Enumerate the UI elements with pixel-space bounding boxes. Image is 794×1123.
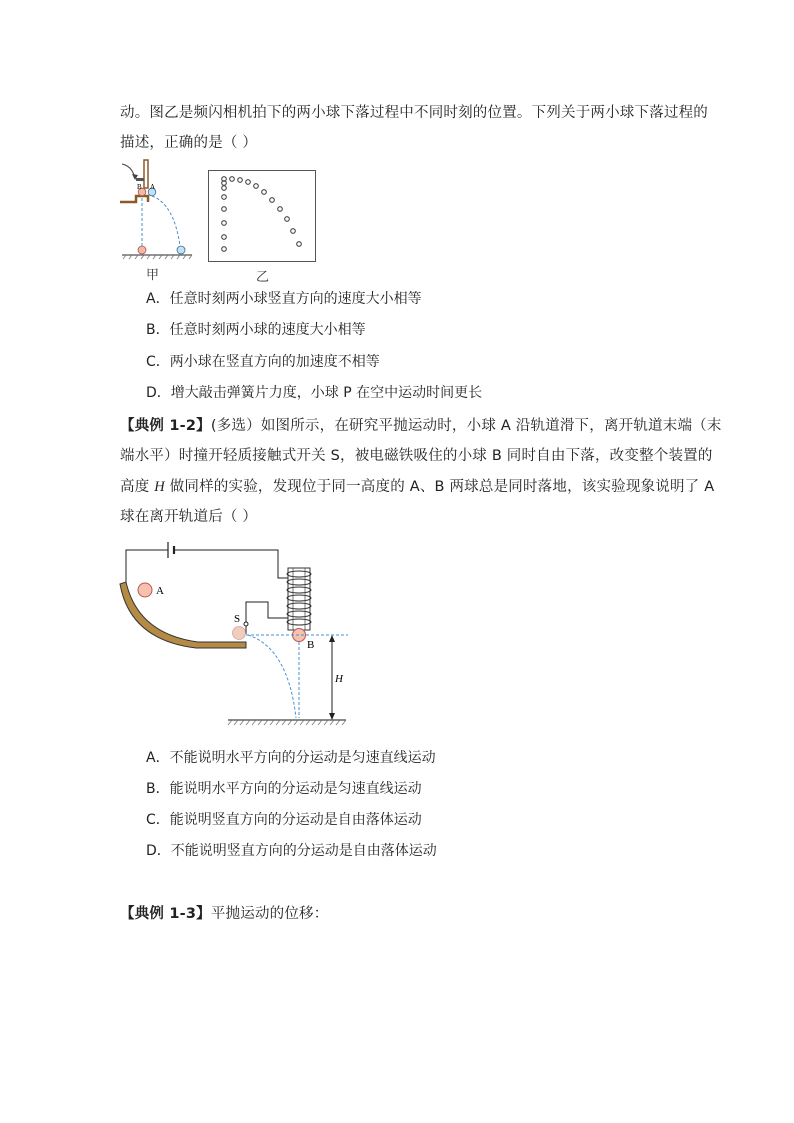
example3-tag: 【典例 1-3】	[120, 906, 211, 922]
example2-line-3	[120, 477, 714, 497]
figure2-label-h: H	[335, 673, 343, 685]
q1-option-b: B．任意时刻两小球的速度大小相等	[146, 322, 366, 338]
figure1-caption-right: 乙	[256, 270, 270, 285]
example2-line-1-rest: (多选）如图所示，在研究平抛运动时，小球 A 沿轨道滑下，离开轨道末端（末	[210, 418, 722, 434]
figure-jia	[118, 158, 198, 263]
q1-option-d: D．增大敲击弹簧片力度，小球 P 在空中运动时间更长	[146, 385, 483, 401]
example2-height-symbol: H	[154, 479, 165, 495]
figure1-label-b: B	[137, 183, 142, 191]
figure-apparatus	[118, 538, 358, 733]
example2-line-1	[120, 416, 722, 436]
example2-line-3-a: 高度	[120, 479, 155, 495]
figure1-caption-left: 甲	[146, 268, 160, 283]
q2-option-a: A．不能说明水平方向的分运动是匀速直线运动	[146, 750, 436, 766]
figure2-label-a: A	[156, 585, 164, 597]
figure-yi	[208, 170, 316, 262]
figure1-label-a: A	[150, 183, 156, 191]
example2-line-4: 球在离开轨道后（ ）	[120, 509, 258, 525]
figure2-label-b: B	[307, 639, 315, 651]
intro-line-2: 描述，正确的是（ ）	[120, 135, 258, 151]
intro-line-1: 动。图乙是频闪相机拍下的两小球下落过程中不同时刻的位置。下列关于两小球下落过程的	[120, 105, 708, 121]
example3-text: 平抛运动的位移：	[210, 906, 329, 922]
q2-option-c: C．能说明竖直方向的分运动是自由落体运动	[146, 812, 422, 828]
example2-line-2: 端水平）时撞开轻质接触式开关 S，被电磁铁吸住的小球 B 同时自由下落，改变整个装置的	[120, 448, 713, 464]
example2-line-3-b: 做同样的实验，发现位于同一高度的 A、B 两球总是同时落地，该实验现象说明了 A	[164, 479, 715, 495]
example2-tag: 【典例 1-2】	[120, 418, 211, 434]
example3-line	[120, 904, 328, 924]
q1-option-a: A．任意时刻两小球竖直方向的速度大小相等	[146, 291, 422, 307]
q1-option-c: C．两小球在竖直方向的加速度不相等	[146, 354, 380, 370]
q2-option-d: D．不能说明竖直方向的分运动是自由落体运动	[146, 843, 437, 859]
q2-option-b: B．能说明水平方向的分运动是匀速直线运动	[146, 781, 422, 797]
figure2-label-s: S	[234, 613, 241, 625]
